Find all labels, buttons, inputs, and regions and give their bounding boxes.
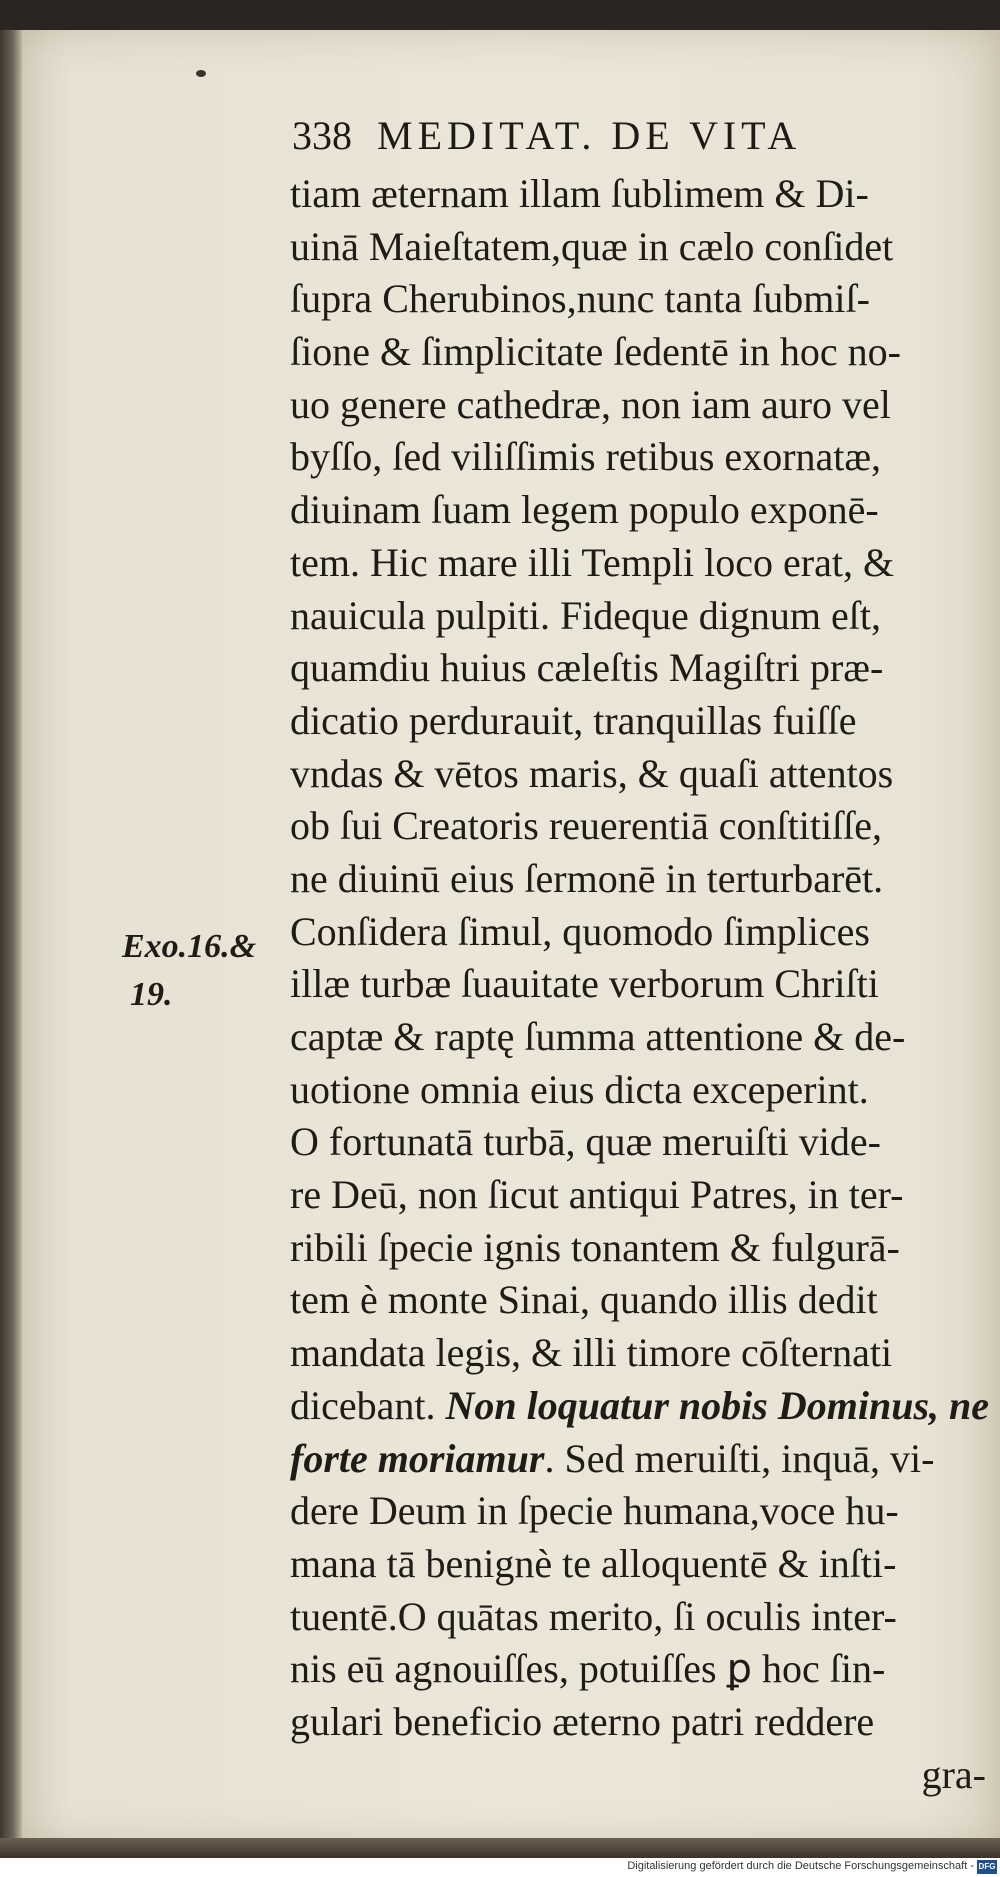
scan-bottom-edge xyxy=(0,1838,1000,1858)
dfg-logo: DFG xyxy=(977,1860,997,1874)
text-line: dere Deum in ſpecie humana,voce hu- xyxy=(290,1488,899,1534)
text-line-with-quote xyxy=(290,1433,990,1486)
text-line: ob ſui Creatoris reuerentiā conſtitiſſe, xyxy=(290,803,883,849)
text-segment: . Sed meruiſti, inquā, vi- xyxy=(544,1435,935,1481)
margin-reference: Exo.16.& xyxy=(122,928,257,965)
text-line: uotione omnia eius dicta exceperint. xyxy=(290,1066,869,1112)
text-line: ribili ſpecie ignis tonantem & fulgurā- xyxy=(290,1224,900,1270)
digitization-credit: Digitalisierung gefördert durch die Deutsche Forschungsgemeinschaft - xyxy=(627,1860,974,1872)
catchword: gra- xyxy=(921,1751,986,1797)
text-line: tem è monte Sinai, quando illis dedit xyxy=(290,1277,878,1323)
text-line: illæ turbæ ſuauitate verborum Chriſti xyxy=(290,961,879,1007)
text-line: dicatio perdurauit, tranquillas fuiſſe xyxy=(290,697,857,743)
text-line: ne diuinū eius ſermonē in terturbarēt. xyxy=(290,855,884,901)
ink-speck xyxy=(196,70,206,77)
text-line: vndas & vētos maris, & quaſi attentos xyxy=(290,750,894,796)
italic-quotation: forte moriamur xyxy=(290,1435,545,1481)
text-line: tem. Hic mare illi Templi loco erat, & xyxy=(290,539,895,585)
italic-quotation: Non loquatur nobis Dominus, ne xyxy=(445,1382,990,1428)
text-line: nauicula pulpiti. Fideque dignum eſt, xyxy=(290,592,882,638)
text-line: tuentē.O quātas merito, ſi oculis inter- xyxy=(290,1593,897,1639)
running-title: MEDITAT. DE VITA xyxy=(377,113,802,158)
text-line-with-quote xyxy=(290,1380,990,1433)
page-number: 338 xyxy=(292,113,352,158)
book-binding-edge xyxy=(0,30,22,1845)
text-line: O fortunatā turbā, quæ meruiſti vide- xyxy=(290,1119,881,1165)
text-line: uinā Maieſtatem,quæ in cælo conſidet xyxy=(290,223,894,269)
text-line: byſſo, ſed viliſſimis retibus exornatæ, xyxy=(290,434,882,480)
text-line: ſione & ſimplicitate ſedentē in hoc no- xyxy=(290,329,901,375)
text-line: Conſidera ſimul, quomodo ſimplices xyxy=(290,908,870,954)
running-header xyxy=(292,112,932,159)
margin-reference-cont: 19. xyxy=(130,976,173,1013)
text-segment: dicebant. xyxy=(290,1382,436,1428)
text-line: re Deū, non ſicut antiqui Patres, in ter- xyxy=(290,1172,904,1218)
text-line: nis eū agnouiſſes, potuiſſes ꝑ hoc ſin- xyxy=(290,1646,886,1692)
text-line: tiam æternam illam ſublimem & Di- xyxy=(290,171,869,216)
text-line: captæ & raptę ſumma attentione & de- xyxy=(290,1014,906,1059)
text-line: diuinam ſuam legem populo exponē- xyxy=(290,487,879,533)
body-text xyxy=(290,168,990,1801)
text-line: uo genere cathedræ, non iam auro vel xyxy=(290,381,891,427)
text-line: quamdiu huius cæleſtis Magiſtri præ- xyxy=(290,645,884,691)
text-line: gulari beneficio æterno patri reddere xyxy=(290,1698,875,1744)
text-line: ſupra Cherubinos,nunc tanta ſubmiſ- xyxy=(290,276,870,322)
text-line: mana tā benignè te alloquentē & inſti- xyxy=(290,1540,897,1586)
text-line: mandata legis, & illi timore cōſternati xyxy=(290,1330,893,1376)
